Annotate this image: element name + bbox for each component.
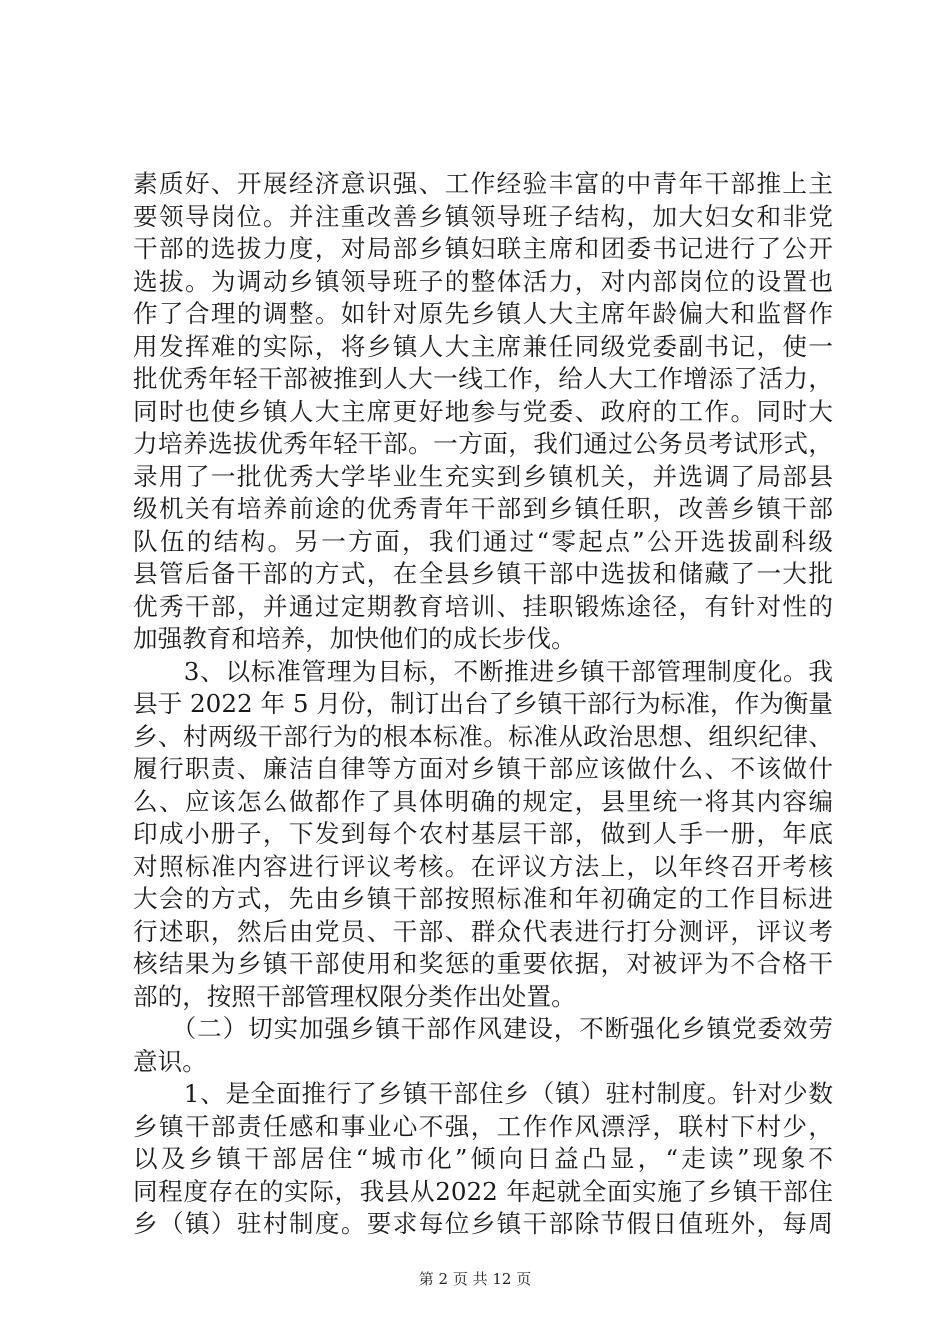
text-line: （二）切实加强乡镇干部作风建设，不断强化乡镇党委效劳 — [133, 1014, 833, 1043]
text-line: 核结果为乡镇干部使用和奖惩的重要依据，对被评为不合格干 — [133, 949, 833, 978]
text-line: 印成小册子，下发到每个农村基层干部，做到人手一册，年底 — [133, 819, 833, 848]
page-footer: 第 2 页 共 12 页 — [418, 1270, 532, 1288]
text-line: 1、是全面推行了乡镇干部住乡（镇）驻村制度。针对少数 — [133, 1079, 833, 1108]
text-line: 行述职，然后由党员、干部、群众代表进行打分测评，评议考 — [133, 916, 833, 946]
text-line: 作了合理的调整。如针对原先乡镇人大主席年龄偏大和监督作 — [133, 299, 833, 328]
document-body — [133, 168, 833, 1241]
text-line: 么、应该怎么做都作了具体明确的规定，县里统一将其内容编 — [133, 786, 833, 816]
text-line: 批优秀年轻干部被推到人大一线工作，给人大工作增添了活力， — [133, 364, 833, 393]
text-line: 3、以标准管理为目标，不断推进乡镇干部管理制度化。我 — [133, 656, 833, 686]
text-line: 部的，按照干部管理权限分类作出处置。 — [133, 981, 576, 1011]
text-line: 选拔。为调动乡镇领导班子的整体活力，对内部岗位的设置也 — [133, 266, 833, 296]
text-line: 队伍的结构。另一方面，我们通过“零起点”公开选拔副科级 — [133, 526, 833, 556]
text-line: 录用了一批优秀大学毕业生充实到乡镇机关，并选调了局部县 — [133, 461, 833, 491]
text-line: 要领导岗位。并注重改善乡镇领导班子结构，加大妇女和非党 — [133, 201, 833, 231]
text-line: 用发挥难的实际，将乡镇人大主席兼任同级党委副书记，使一 — [133, 331, 833, 361]
text-line: 同程度存在的实际，我县从2022 年起就全面实施了乡镇干部住 — [133, 1176, 833, 1206]
text-line: 乡镇干部责任感和事业心不强，工作作风漂浮，联村下村少， — [133, 1111, 833, 1141]
text-line: 大会的方式，先由乡镇干部按照标准和年初确定的工作目标进 — [133, 884, 833, 913]
text-line: 履行职责、廉洁自律等方面对乡镇干部应该做什么、不该做什 — [133, 754, 833, 783]
text-line: 县管后备干部的方式，在全县乡镇干部中选拔和储藏了一大批 — [133, 559, 833, 588]
text-line: 以及乡镇干部居住“城市化”倾向日益凸显，“走读”现象不 — [133, 1144, 833, 1173]
text-line: 干部的选拔力度，对局部乡镇妇联主席和团委书记进行了公开 — [133, 234, 833, 263]
text-line: 对照标准内容进行评议考核。在评议方法上，以年终召开考核 — [133, 851, 833, 881]
text-line: 级机关有培养前途的优秀青年干部到乡镇任职，改善乡镇干部 — [133, 494, 833, 523]
text-line: 加强教育和培养，加快他们的成长步伐。 — [133, 624, 576, 653]
text-line: 力培养选拔优秀年轻干部。一方面，我们通过公务员考试形式， — [133, 429, 833, 458]
text-line: 乡（镇）驻村制度。要求每位乡镇干部除节假日值班外，每周 — [133, 1209, 833, 1238]
text-line: 素质好、开展经济意识强、工作经验丰富的中青年干部推上主 — [133, 169, 833, 198]
text-line: 意识。 — [133, 1046, 207, 1076]
text-line: 优秀干部，并通过定期教育培训、挂职锻炼途径，有针对性的 — [133, 591, 833, 621]
text-line: 同时也使乡镇人大主席更好地参与党委、政府的工作。同时大 — [133, 396, 833, 426]
text-line: 乡、村两级干部行为的根本标准。标准从政治思想、组织纪律、 — [133, 721, 833, 751]
text-line: 县于 2022 年 5 月份，制订出台了乡镇干部行为标准，作为衡量 — [133, 689, 833, 718]
